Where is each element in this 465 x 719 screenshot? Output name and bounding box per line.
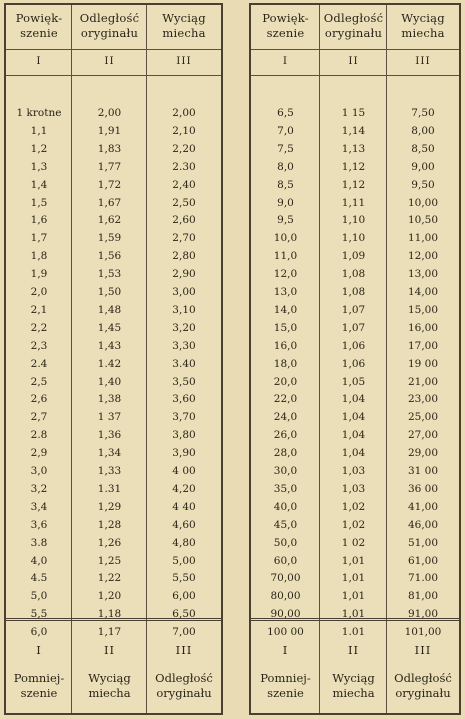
table-row (251, 143, 459, 161)
table-cell: 2,80 (172, 250, 196, 263)
table-row (6, 465, 221, 483)
table-row (6, 340, 221, 358)
table-cell: 2.30 (172, 160, 196, 173)
table-cell: 1,45 (97, 321, 122, 334)
table-row (251, 572, 459, 590)
table-cell: 5,5 (30, 608, 48, 621)
table-cell: 1,03 (341, 482, 366, 495)
table-cell: 1,04 (341, 429, 366, 442)
table-cell: 3,30 (172, 339, 196, 352)
column-header: Powięk- szenie (262, 11, 309, 40)
table-row (251, 555, 459, 573)
table-row (6, 161, 221, 179)
table-row (6, 555, 221, 573)
table-cell: 1 krotne (16, 107, 62, 119)
table-cell: 31 00 (407, 465, 439, 477)
table-cell: 1,11 (341, 196, 366, 209)
table-cell: 1.01 (341, 626, 366, 639)
table-cell: 1,59 (97, 232, 122, 245)
table-cell: 1,2 (30, 142, 48, 155)
table-row (6, 537, 221, 555)
table-cell: 6,50 (172, 608, 196, 621)
table-cell: 4.5 (30, 572, 48, 585)
table-cell: 3,4 (30, 500, 48, 513)
table-cell: 2,0 (30, 286, 48, 298)
table-cell: 2,00 (97, 107, 122, 119)
table-row (6, 232, 221, 250)
table-cell: 36 00 (407, 482, 439, 495)
table-cell: 1,06 (341, 357, 366, 370)
table-cell: 91,00 (407, 608, 439, 621)
table-cell: 6,0 (30, 626, 48, 639)
table-cell: 3,10 (172, 303, 196, 316)
table-cell: 1,72 (97, 178, 122, 191)
table-row (6, 376, 221, 394)
table-row (6, 304, 221, 322)
table-cell: 4,20 (172, 482, 196, 495)
table-cell: 8,5 (277, 178, 294, 191)
table-row (6, 197, 221, 215)
table-cell: 1,6 (30, 214, 48, 227)
table-cell: 1,25 (97, 554, 122, 567)
table-cell: 12,0 (273, 268, 298, 281)
table-cell: 40,0 (273, 500, 298, 513)
table-cell: 2,60 (172, 214, 196, 227)
table-cell: 1.31 (97, 482, 122, 495)
table-cell: 14,00 (407, 286, 439, 298)
table-cell: 3,50 (172, 375, 196, 388)
table-row (6, 501, 221, 519)
table-row (251, 268, 459, 286)
table-cell: 1,04 (341, 393, 366, 406)
table-row (251, 125, 459, 143)
table-cell: 2,90 (172, 268, 196, 281)
table-cell: 1,38 (97, 393, 122, 406)
table-cell: 10,0 (273, 232, 298, 245)
column-number: II (104, 55, 115, 67)
table-cell: 2,2 (30, 321, 48, 334)
table-cell: 41,00 (407, 500, 439, 513)
table-cell: 7,00 (172, 626, 196, 639)
table-cell: 2,20 (172, 142, 196, 155)
table-cell: 1,09 (341, 250, 366, 263)
table-cell: 3,00 (172, 286, 196, 298)
table-row (6, 268, 221, 286)
table-cell: 1,7 (30, 232, 48, 245)
table-cell: 50,0 (273, 536, 298, 549)
table-cell: 1,17 (97, 626, 122, 639)
footer-column-number: III (175, 643, 193, 657)
table-cell: 1,3 (30, 160, 48, 173)
table-cell: 8,0 (277, 160, 294, 173)
table-cell: 101,00 (404, 626, 442, 639)
table-cell: 1,05 (341, 375, 366, 388)
table-cell: 21,00 (407, 375, 439, 388)
table-cell: 1,67 (97, 196, 122, 209)
table-cell: 1,48 (97, 303, 122, 316)
left-table (4, 3, 223, 715)
column-number: II (348, 55, 359, 67)
table-cell: 6,00 (172, 590, 196, 603)
table-cell: 71.00 (407, 572, 439, 585)
table-cell: 1,01 (341, 554, 366, 567)
table-cell: 5,00 (172, 554, 196, 567)
table-cell: 3,20 (172, 321, 196, 334)
table-cell: 3,0 (30, 465, 48, 477)
table-row (6, 286, 221, 304)
table-cell: 1,12 (341, 160, 366, 173)
table-row (251, 519, 459, 537)
table-cell: 1,14 (341, 124, 366, 137)
table-cell: 1,10 (341, 232, 366, 245)
table-cell: 20,0 (273, 375, 298, 388)
table-cell: 1,43 (97, 339, 122, 352)
table-cell: 90,00 (270, 608, 301, 621)
table-cell: 1,22 (97, 572, 122, 585)
footer-column-number: III (414, 643, 432, 657)
table-cell: 15,0 (273, 321, 298, 334)
table-row (251, 483, 459, 501)
table-cell: 1,13 (341, 142, 366, 155)
table-cell: 17,00 (407, 339, 439, 352)
table-cell: 1,02 (341, 518, 366, 531)
table-cell: 1,08 (341, 286, 366, 298)
table-cell: 2,1 (30, 303, 48, 316)
table-cell: 8,50 (411, 142, 435, 155)
table-cell: 1,10 (341, 214, 366, 227)
table-cell: 10,50 (407, 214, 439, 227)
table-cell: 1,01 (341, 590, 366, 603)
table-cell: 1 37 (97, 411, 122, 424)
table-cell: 4 40 (172, 500, 196, 513)
table-row (251, 286, 459, 304)
table-cell: 1,01 (341, 572, 366, 585)
table-cell: 4,0 (30, 554, 48, 567)
table-cell: 80,00 (270, 590, 301, 603)
table-row (251, 537, 459, 555)
table-cell: 3.40 (172, 357, 196, 370)
table-cell: 10,00 (407, 196, 439, 209)
table-cell: 3,90 (172, 447, 196, 460)
table-cell: 2,40 (172, 178, 196, 191)
table-cell: 1,04 (341, 447, 366, 460)
table-cell: 1.42 (97, 357, 122, 370)
table-row (251, 393, 459, 411)
table-row (251, 197, 459, 215)
footer-label: Wyciąg miecha (88, 671, 131, 700)
table-cell: 1,50 (97, 286, 122, 298)
table-cell: 2,9 (30, 447, 48, 460)
footer-column-number: I (36, 643, 42, 657)
table-cell: 2,50 (172, 196, 196, 209)
table-row (251, 465, 459, 483)
table-cell: 1,12 (341, 178, 366, 191)
table-cell: 16,00 (407, 321, 439, 334)
table-cell: 2,10 (172, 124, 196, 137)
table-cell: 3,80 (172, 429, 196, 442)
table-cell: 3,60 (172, 393, 196, 406)
table-row (251, 590, 459, 608)
table-cell: 5,0 (30, 590, 48, 603)
table-row (6, 393, 221, 411)
footer-label: Pomniej- szenie (260, 671, 311, 700)
table-row (251, 376, 459, 394)
table-cell: 11,00 (407, 232, 439, 245)
table-cell: 3,6 (30, 518, 48, 531)
table-cell: 13,00 (407, 268, 439, 281)
table-cell: 2,70 (172, 232, 196, 245)
table-cell: 1,36 (97, 429, 122, 442)
column-number: I (36, 55, 42, 67)
table-cell: 100 00 (267, 626, 304, 639)
table-cell: 15,00 (407, 303, 439, 316)
table-cell: 9,00 (411, 160, 435, 173)
table-row (6, 447, 221, 465)
table-cell: 27,00 (407, 429, 439, 442)
table-row (6, 411, 221, 429)
table-row (6, 125, 221, 143)
table-row (6, 250, 221, 268)
footer-label: Wyciąg miecha (332, 671, 375, 700)
table-cell: 1,29 (97, 500, 122, 513)
table-cell: 1,1 (30, 124, 48, 137)
table-cell: 1,04 (341, 411, 366, 424)
table-cell: 3,2 (30, 482, 48, 495)
table-row (6, 143, 221, 161)
table-cell: 1,07 (341, 321, 366, 334)
table-cell: 1,8 (30, 250, 48, 263)
column-header: Odległość oryginału (79, 11, 140, 40)
table-cell: 11,0 (273, 250, 298, 263)
table-row (6, 358, 221, 376)
table-cell: 19 00 (407, 357, 439, 370)
table-cell: 14,0 (273, 303, 298, 316)
table-cell: 7,5 (277, 142, 294, 155)
table-cell: 1,01 (341, 608, 366, 621)
column-number: III (176, 55, 192, 67)
table-cell: 1,33 (97, 465, 122, 477)
column-number: III (415, 55, 431, 67)
table-row (6, 107, 221, 125)
table-cell: 1,4 (30, 178, 48, 191)
table-cell: 7,50 (411, 107, 435, 119)
table-row (251, 340, 459, 358)
table-cell: 2,3 (30, 339, 48, 352)
table-row (251, 411, 459, 429)
table-cell: 29,00 (407, 447, 439, 460)
table-cell: 18,0 (273, 357, 298, 370)
table-cell: 4,80 (172, 536, 196, 549)
table-cell: 1,20 (97, 590, 122, 603)
table-cell: 9,0 (277, 196, 294, 209)
table-cell: 61,00 (407, 554, 439, 567)
table-cell: 1,5 (30, 196, 48, 209)
table-cell: 4,60 (172, 518, 196, 531)
table-cell: 1,56 (97, 250, 122, 263)
table-cell: 9,50 (411, 178, 435, 191)
column-header: Odległość oryginału (323, 11, 384, 40)
right-table (249, 3, 461, 715)
table-cell: 1,03 (341, 465, 366, 477)
table-row (251, 179, 459, 197)
table-cell: 2,5 (30, 375, 48, 388)
table-cell: 1,53 (97, 268, 122, 281)
table-row (6, 214, 221, 232)
footer-column-number: II (347, 643, 360, 657)
table-cell: 70,00 (270, 572, 301, 585)
table-row (251, 501, 459, 519)
table-cell: 28,0 (273, 447, 298, 460)
table-cell: 1,06 (341, 339, 366, 352)
footer-label: Pomniej- szenie (13, 671, 65, 700)
table-row (251, 232, 459, 250)
table-row (6, 590, 221, 608)
table-cell: 2.4 (30, 357, 48, 370)
table-row (6, 179, 221, 197)
table-cell: 51,00 (407, 536, 439, 549)
table-row (251, 304, 459, 322)
table-row (6, 572, 221, 590)
table-row (251, 214, 459, 232)
table-cell: 6,5 (277, 107, 294, 119)
table-row (6, 429, 221, 447)
table-cell: 4 00 (172, 465, 196, 477)
table-cell: 8,00 (411, 124, 435, 137)
table-cell: 1,91 (97, 124, 122, 137)
table-row (251, 250, 459, 268)
table-row (251, 358, 459, 376)
table-cell: 1,62 (97, 214, 122, 227)
table-cell: 2,6 (30, 393, 48, 406)
table-cell: 13,0 (273, 286, 298, 298)
table-cell: 3,70 (172, 411, 196, 424)
table-cell: 1,9 (30, 268, 48, 281)
table-cell: 30,0 (273, 465, 298, 477)
table-cell: 35,0 (273, 482, 298, 495)
table-cell: 2.8 (30, 429, 48, 442)
table-cell: 1,18 (97, 608, 122, 621)
footer-label: Odległość oryginału (394, 671, 452, 700)
table-cell: 1,08 (341, 268, 366, 281)
table-cell: 46,00 (407, 518, 439, 531)
table-cell: 5,50 (172, 572, 196, 585)
table-cell: 1,07 (341, 303, 366, 316)
table-row (251, 447, 459, 465)
table-cell: 2,00 (172, 107, 196, 119)
footer-column-number: II (103, 643, 116, 657)
table-cell: 1,83 (97, 142, 122, 155)
table-cell: 1,34 (97, 447, 122, 460)
table-row (251, 322, 459, 340)
table-row (251, 429, 459, 447)
table-cell: 9,5 (277, 214, 294, 227)
table-cell: 26,0 (273, 429, 298, 442)
table-row (6, 483, 221, 501)
table-cell: 1 02 (341, 536, 366, 549)
table-cell: 1,40 (97, 375, 122, 388)
column-header: Wyciąg miecha (162, 11, 206, 40)
table-cell: 1,77 (97, 160, 122, 173)
table-cell: 24,0 (273, 411, 298, 424)
table-cell: 1,26 (97, 536, 122, 549)
table-cell: 1,28 (97, 518, 122, 531)
table-cell: 23,00 (407, 393, 439, 406)
table-row (251, 107, 459, 125)
footer-label: Odległość oryginału (155, 671, 213, 700)
table-row (251, 161, 459, 179)
table-row (6, 322, 221, 340)
table-cell: 16,0 (273, 339, 298, 352)
table-cell: 1 15 (341, 107, 366, 119)
table-cell: 81,00 (407, 590, 439, 603)
table-cell: 25,00 (407, 411, 439, 424)
table-row (6, 519, 221, 537)
column-header: Wyciąg miecha (401, 11, 445, 40)
table-cell: 2,7 (30, 411, 48, 424)
footer-column-number: I (282, 643, 289, 657)
table-cell: 7,0 (277, 124, 294, 137)
column-header: Powięk- szenie (15, 11, 63, 40)
table-cell: 60,0 (273, 554, 298, 567)
table-cell: 22,0 (273, 393, 298, 406)
table-cell: 45,0 (273, 518, 298, 531)
column-number: I (282, 55, 289, 67)
table-cell: 12,00 (407, 250, 439, 263)
table-cell: 3.8 (30, 536, 48, 549)
table-cell: 1,02 (341, 500, 366, 513)
